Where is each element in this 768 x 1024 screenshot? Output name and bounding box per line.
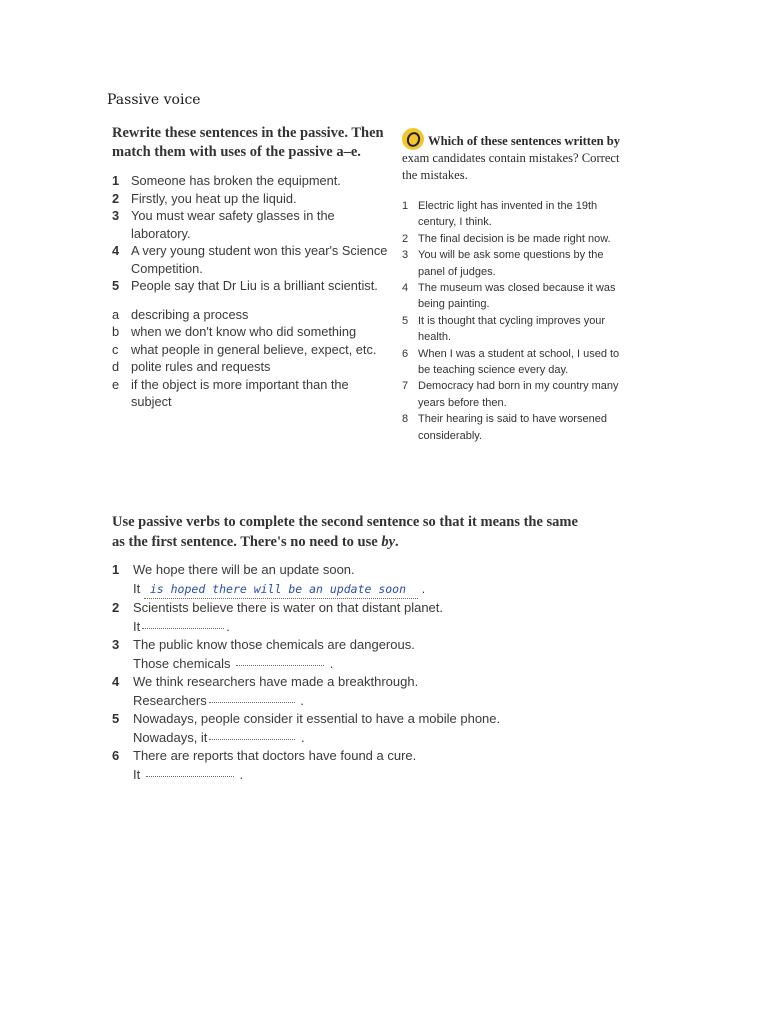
exercise-c-instruction: Use passive verbs to complete the second sentence so that it means the same as the first sentence. There's no need to use by.	[112, 514, 578, 550]
answer-blank[interactable]	[209, 701, 295, 703]
page-title: Passive voice	[107, 92, 201, 108]
exercise-b-instruction: Which of these sentences written by exam candidates contain mistakes? Correct the mistakes.	[402, 128, 632, 184]
list-item: 5 People say that Dr Liu is a brilliant scientist.	[112, 278, 378, 293]
list-item: a describing a process	[112, 306, 249, 322]
list-item: 4 A very young student won this year's Science Competition.	[112, 243, 388, 276]
exercise-b-sentences	[402, 198, 632, 444]
exercise-a-sentences	[112, 172, 390, 295]
list-item: d polite rules and requests	[112, 359, 271, 374]
list-item: 4 We think researchers have made a breakthrough. Researchers .	[112, 674, 419, 708]
list-item: 8 Their hearing is said to have worsened considerably.	[402, 413, 607, 442]
list-item: 1 Electric light has invented in the 19th century, I think.	[402, 200, 598, 229]
list-item: 6 When I was a student at school, I used to be teaching science every day.	[402, 347, 620, 377]
exercise-a-instruction: Rewrite these sentences in the passive. Then match them with uses of the passive a–e.	[112, 125, 384, 160]
exercise-complete-sentences	[112, 512, 592, 784]
exercise-a-uses	[112, 306, 390, 411]
answer-blank[interactable]	[146, 775, 234, 777]
list-item: 1 Someone has broken the equipment.	[112, 173, 341, 188]
list-item: 2 Firstly, you heat up the liquid.	[112, 190, 297, 206]
list-item: 3 The public know those chemicals are dangerous. Those chemicals .	[112, 637, 415, 671]
list-item: 7 Democracy had born in my country many years before then.	[402, 380, 619, 409]
answer-blank[interactable]	[236, 664, 324, 666]
list-item: c what people in general believe, expect, etc.	[112, 341, 377, 357]
exercise-find-mistakes	[402, 128, 632, 444]
list-item: b when we don't know who did something	[112, 324, 357, 339]
list-item: 6 There are reports that doctors have found a cure. It .	[112, 748, 417, 782]
list-item: 3 You must wear safety glasses in the laboratory.	[112, 208, 335, 241]
answer-blank[interactable]	[209, 738, 295, 740]
list-item: e if the object is more important than the subject	[112, 376, 349, 409]
exam-warning-icon	[402, 128, 424, 150]
answer-field[interactable]: is hoped there will be an update soon	[144, 580, 418, 600]
list-item: 2 Scientists believe there is water on that distant planet. It .	[112, 600, 444, 634]
list-item: 5 Nowadays, people consider it essential to have a mobile phone. Nowadays, it .	[112, 711, 501, 745]
list-item: 4 The museum was closed because it was being painting.	[402, 282, 616, 311]
exercise-rewrite-passive	[112, 124, 390, 411]
list-item: 5 It is thought that cycling improves your health.	[402, 314, 606, 344]
list-item: 2 The final decision is be made right now.	[402, 232, 611, 245]
list-item: 3 You will be ask some questions by the panel of judges.	[402, 249, 604, 278]
answer-blank[interactable]	[142, 627, 224, 629]
list-item: 1 We hope there will be an update soon. It is hoped there will be an update soon .	[112, 561, 592, 599]
exercise-c-items	[112, 561, 592, 784]
